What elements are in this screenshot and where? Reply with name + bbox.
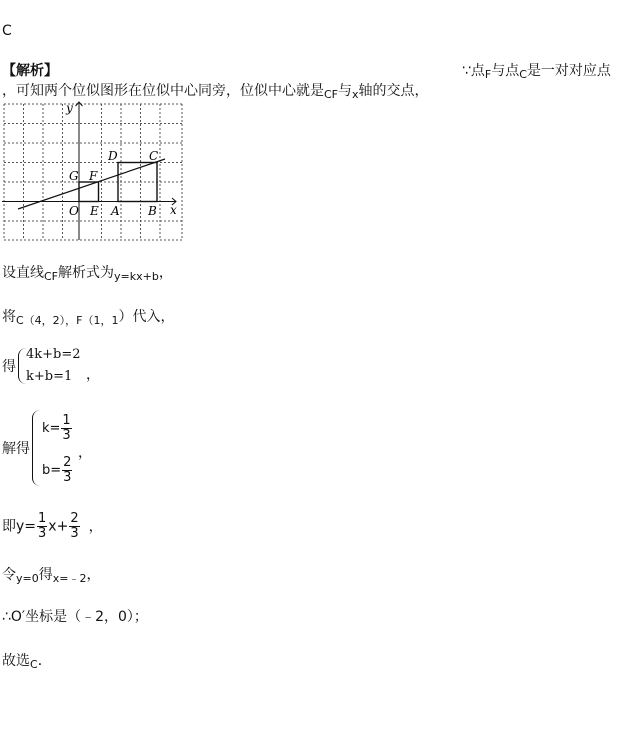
label-a: A [111, 204, 120, 218]
system-eq-1: 4k+b=2 [26, 347, 81, 362]
step-set-line: 设直线$_{CF}$解析式为$_{y=kx+b}$， [2, 265, 173, 283]
step-set-y-zero: 令$_{y=0}$得$_{x=﹣2}$， [2, 567, 101, 585]
label-f: F [89, 169, 98, 183]
analysis-line-2: ，可知两个位似图形在位似中心同旁，位似中心就是$_{CF}$与$_x$轴的交点， [2, 83, 429, 101]
analysis-heading: 【解析】 [2, 63, 58, 79]
label-e: E [90, 204, 99, 218]
label-d: D [108, 149, 118, 163]
y-axis-label: y [66, 101, 73, 115]
system-comma-1: ， [86, 367, 100, 383]
step-get-system-prefix: 得 [2, 359, 16, 375]
coordinate-figure [0, 100, 188, 242]
analysis-intro-right: ∵点$_F$与点$_C$是一对对应点 [462, 63, 611, 81]
x-axis-label: x [170, 203, 177, 217]
step-conclusion: 故选$_C$． [2, 653, 52, 671]
label-c: C [149, 149, 159, 163]
system-eq-2: k+b=1 [26, 369, 73, 384]
solution-k: k= $\frac{1}{3}$ [42, 413, 71, 443]
label-b: B [148, 204, 157, 218]
step-substitute: 将$_{C(4,2),F(1,1}$）代入， [2, 309, 175, 327]
answer-letter: C [2, 23, 12, 39]
step-solve-prefix: 解得 [2, 441, 30, 457]
step-line-equation: 即y= $\frac{1}{3}$ x+ $\frac{2}{3}$ ， [2, 511, 103, 541]
label-o: O [69, 204, 79, 218]
step-coordinate-result: ∴O′坐标是（﹣2，0）； [2, 609, 148, 625]
label-g: G [69, 169, 79, 183]
solution-b: b= $\frac{2}{3}$ [42, 455, 72, 485]
system-comma-2: ， [78, 445, 92, 461]
